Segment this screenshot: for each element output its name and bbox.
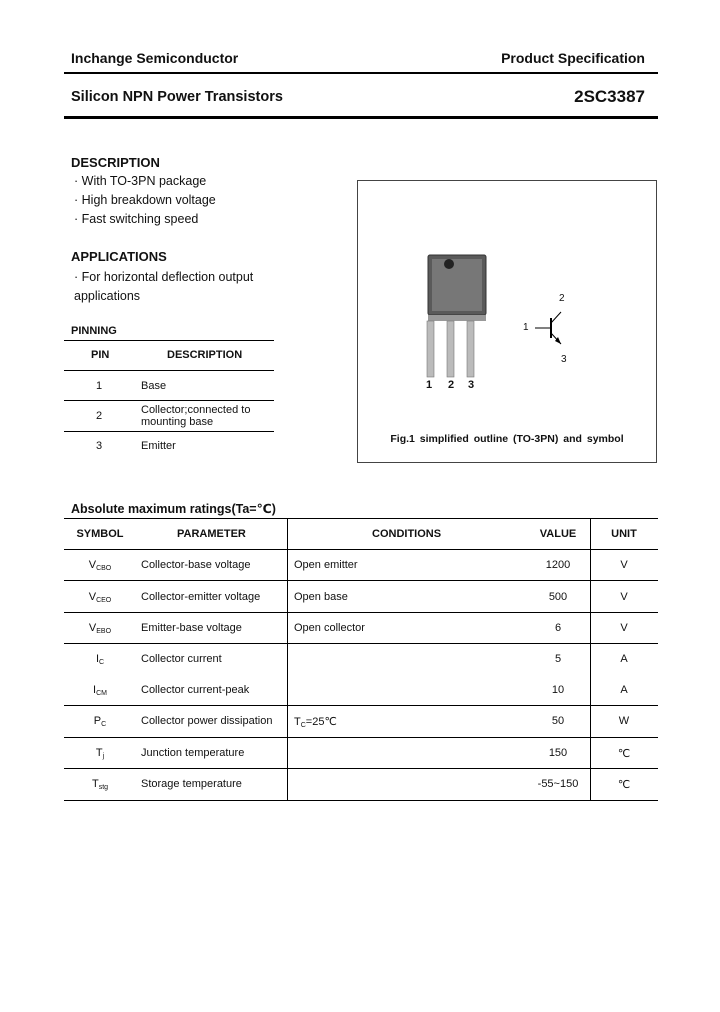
pinning-pin: 2 bbox=[96, 410, 103, 422]
ratings-header-parameter: PARAMETER bbox=[177, 528, 246, 540]
product-line: Silicon NPN Power Transistors bbox=[71, 89, 283, 105]
pinning-description: Collector;connected to mounting base bbox=[141, 404, 251, 428]
table-row-unit: V bbox=[620, 559, 628, 571]
table-row-unit: W bbox=[618, 715, 630, 727]
table-row-value: 6 bbox=[554, 622, 562, 634]
figure-caption: Fig.1 simplified outline (TO-3PN) and symbol bbox=[390, 433, 624, 445]
ratings-header-conditions: CONDITIONS bbox=[372, 528, 442, 540]
pinning-header-pin: PIN bbox=[91, 349, 110, 361]
symbol-base-label: 1 bbox=[523, 322, 529, 333]
table-row-parameter: Collector power dissipation bbox=[141, 715, 273, 727]
table-row-unit: V bbox=[620, 622, 628, 634]
pinning-pin: 1 bbox=[96, 380, 103, 392]
package-base bbox=[428, 315, 486, 321]
table-row-parameter: Collector-emitter voltage bbox=[141, 591, 261, 603]
table-row-value: 5 bbox=[554, 653, 562, 665]
ratings-header-unit: UNIT bbox=[611, 528, 637, 540]
table-row-unit: A bbox=[620, 684, 628, 696]
ratings-rule bbox=[64, 737, 658, 738]
table-row-value: 10 bbox=[551, 684, 565, 696]
pinning-rule bbox=[64, 431, 274, 432]
part-number: 2SC3387 bbox=[574, 87, 645, 106]
table-row-symbol: $T_{stg}$ bbox=[91, 778, 109, 791]
transistor-package-figure bbox=[358, 181, 656, 462]
figure-box bbox=[357, 180, 657, 463]
mounting-hole bbox=[444, 259, 454, 269]
table-row-value: 500 bbox=[548, 591, 568, 603]
table-row-unit: ℃ bbox=[617, 748, 631, 760]
ratings-rule bbox=[64, 705, 658, 706]
table-row-value: 50 bbox=[551, 715, 565, 727]
table-row-conditions: $T_C=25℃$ bbox=[294, 716, 337, 729]
lead-number: 2 bbox=[448, 379, 455, 391]
table-row-parameter: Emitter-base voltage bbox=[141, 622, 242, 634]
description-item: · With TO-3PN package bbox=[74, 174, 207, 188]
pinning-title: PINNING bbox=[71, 325, 117, 337]
table-row-value: -55~150 bbox=[537, 778, 579, 790]
table-row-parameter: Storage temperature bbox=[141, 778, 242, 790]
applications-item: · For horizontal deflection output applications bbox=[74, 270, 254, 303]
description-item: · Fast switching speed bbox=[74, 212, 199, 226]
table-row-value: 150 bbox=[548, 747, 568, 759]
ratings-header-value: VALUE bbox=[539, 528, 577, 540]
table-row-symbol: $P_C$ bbox=[93, 715, 107, 728]
ratings-rule bbox=[64, 518, 658, 519]
description-item: · High breakdown voltage bbox=[74, 193, 216, 207]
table-row-conditions: Open collector bbox=[294, 622, 365, 634]
symbol-collector-line bbox=[551, 312, 561, 323]
symbol-collector-label: 2 bbox=[559, 293, 565, 304]
table-row-parameter: Junction temperature bbox=[141, 747, 245, 759]
ratings-rule bbox=[64, 643, 658, 644]
table-row-conditions: Open emitter bbox=[294, 559, 358, 571]
table-row-symbol: $I_C$ bbox=[95, 653, 105, 666]
package-face bbox=[432, 259, 482, 311]
ratings-rule bbox=[64, 800, 658, 801]
ratings-column-divider bbox=[287, 518, 288, 800]
pinning-description: Emitter bbox=[141, 440, 176, 452]
header-rule-bottom bbox=[64, 116, 658, 119]
lead-number: 1 bbox=[426, 379, 433, 391]
pinning-pin: 3 bbox=[96, 440, 103, 452]
table-row-parameter: Collector current bbox=[141, 653, 222, 665]
ratings-title: Absolute maximum ratings(Ta=℃) bbox=[71, 502, 276, 516]
pinning-rule bbox=[64, 370, 274, 371]
table-row-symbol: $T_j$ bbox=[95, 747, 105, 760]
lead-1 bbox=[427, 321, 434, 377]
table-row-symbol: $V_{CEO}$ bbox=[88, 591, 112, 604]
lead-2 bbox=[447, 321, 454, 377]
description-title: DESCRIPTION bbox=[71, 155, 160, 170]
ratings-rule bbox=[64, 580, 658, 581]
table-row-unit: ℃ bbox=[617, 779, 631, 791]
pinning-rule bbox=[64, 340, 274, 341]
ratings-rule bbox=[64, 549, 658, 550]
table-row-value: 1200 bbox=[545, 559, 571, 571]
lead-3 bbox=[467, 321, 474, 377]
table-row-parameter: Collector-base voltage bbox=[141, 559, 251, 571]
ratings-rule bbox=[64, 768, 658, 769]
company-name: Inchange Semiconductor bbox=[71, 50, 239, 66]
ratings-header-symbol: SYMBOL bbox=[76, 528, 124, 540]
document-type: Product Specification bbox=[501, 50, 645, 66]
pinning-header-description: DESCRIPTION bbox=[167, 349, 243, 361]
ratings-rule bbox=[64, 612, 658, 613]
pinning-description: Base bbox=[141, 380, 167, 392]
header-rule-top bbox=[64, 72, 658, 74]
lead-number: 3 bbox=[468, 379, 475, 391]
table-row-symbol: $I_{CM}$ bbox=[93, 684, 107, 697]
table-row-conditions: Open base bbox=[294, 591, 348, 603]
table-row-symbol: $V_{CBO}$ bbox=[88, 559, 112, 572]
table-row-unit: A bbox=[620, 653, 628, 665]
pinning-rule bbox=[64, 400, 274, 401]
symbol-emitter-label: 3 bbox=[561, 354, 567, 365]
table-row-symbol: $V_{EBO}$ bbox=[88, 622, 112, 635]
table-row-parameter: Collector current-peak bbox=[141, 684, 250, 696]
table-row-unit: V bbox=[620, 591, 628, 603]
applications-title: APPLICATIONS bbox=[71, 249, 167, 264]
